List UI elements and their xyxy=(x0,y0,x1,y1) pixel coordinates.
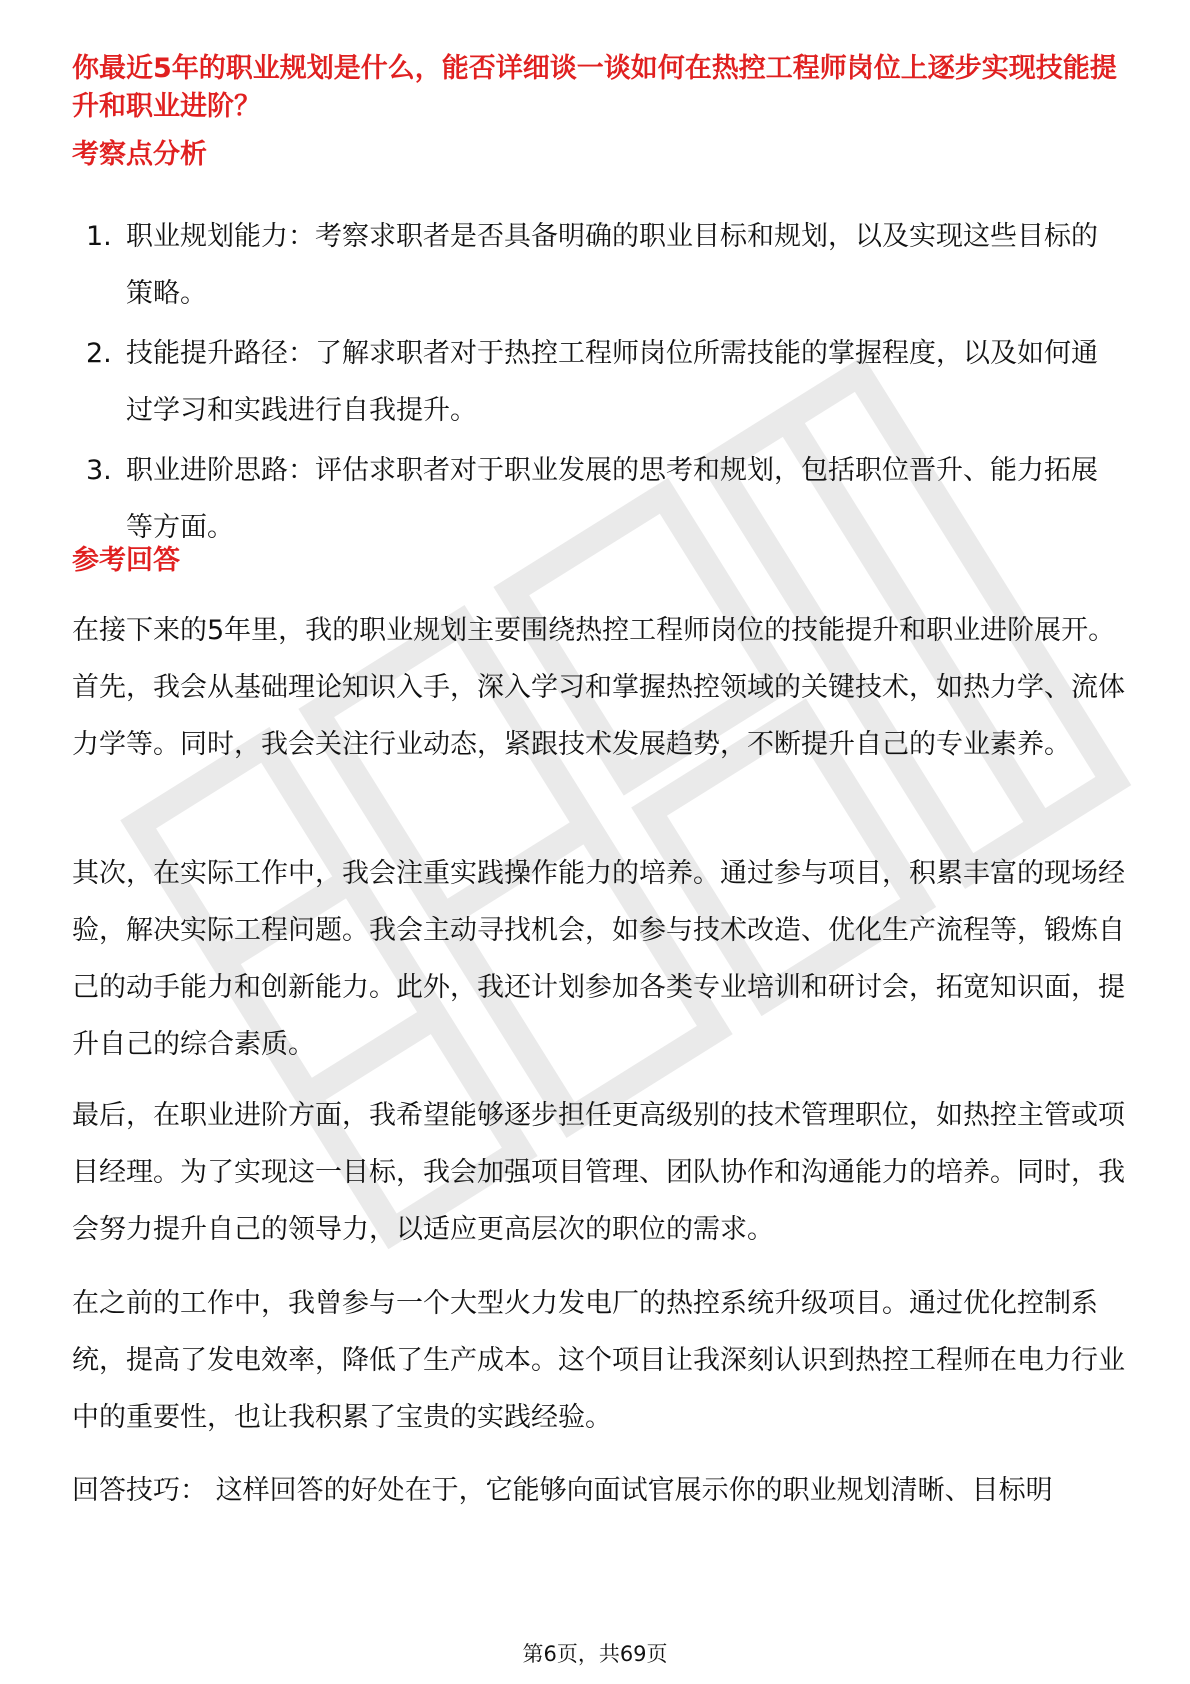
answer-paragraph: 在接下来的5年里，我的职业规划主要围绕热控工程师岗位的技能提升和职业进阶展开。首先，我会从基础理论知识入手，深入学习和掌握热控领域的关键技术，如热力学、流体力学等。同时，我会关注行业动态，紧跟技术发展趋势，不断提升自己的专业素养。 xyxy=(72,615,1125,760)
answer-paragraph: 在之前的工作中，我曾参与一个大型火力发电厂的热控系统升级项目。通过优化控制系统，提高了发电效率，降低了生产成本。这个项目让我深刻认识到热控工程师在电力行业中的重要性，也让我积累了宝贵的实践经验。 xyxy=(72,1288,1125,1433)
list-item xyxy=(72,208,1122,322)
list-item xyxy=(72,442,1122,556)
list-item-text: 技能提升路径：了解求职者对于热控工程师岗位所需技能的掌握程度，以及如何通过学习和实践进行自我提升。 xyxy=(126,338,1098,426)
list-item-number: 3. xyxy=(86,455,112,486)
list-item-number: 1. xyxy=(86,221,112,252)
question-title: 你最近5年的职业规划是什么，能否详细谈一谈如何在热控工程师岗位上逐步实现技能提升和职业进阶？ xyxy=(72,53,1117,122)
analysis-heading: 考察点分析 xyxy=(72,139,207,170)
page-number: 第6页，共69页 xyxy=(522,1642,668,1666)
analysis-list xyxy=(72,208,1122,559)
list-item-text: 职业进阶思路：评估求职者对于职业发展的思考和规划，包括职位晋升、能力拓展等方面。 xyxy=(126,455,1098,543)
reference-heading: 参考回答 xyxy=(72,545,180,576)
list-item xyxy=(72,325,1122,439)
list-item-number: 2. xyxy=(86,338,112,369)
answer-paragraph: 最后，在职业进阶方面，我希望能够逐步担任更高级别的技术管理职位，如热控主管或项目经理。为了实现这一目标，我会加强项目管理、团队协作和沟通能力的培养。同时，我会努力提升自己的领导力，以适应更高层次的职位的需求。 xyxy=(72,1100,1125,1245)
answer-paragraph: 其次，在实际工作中，我会注重实践操作能力的培养。通过参与项目，积累丰富的现场经验，解决实际工程问题。我会主动寻找机会，如参与技术改造、优化生产流程等，锻炼自己的动手能力和创新能力。此外，我还计划参加各类专业培训和研讨会，拓宽知识面，提升自己的综合素质。 xyxy=(72,858,1125,1060)
list-item-text: 职业规划能力：考察求职者是否具备明确的职业目标和规划，以及实现这些目标的策略。 xyxy=(126,221,1098,309)
answer-tip-paragraph: 回答技巧： 这样回答的好处在于，它能够向面试官展示你的职业规划清晰、目标明 xyxy=(72,1475,1053,1506)
